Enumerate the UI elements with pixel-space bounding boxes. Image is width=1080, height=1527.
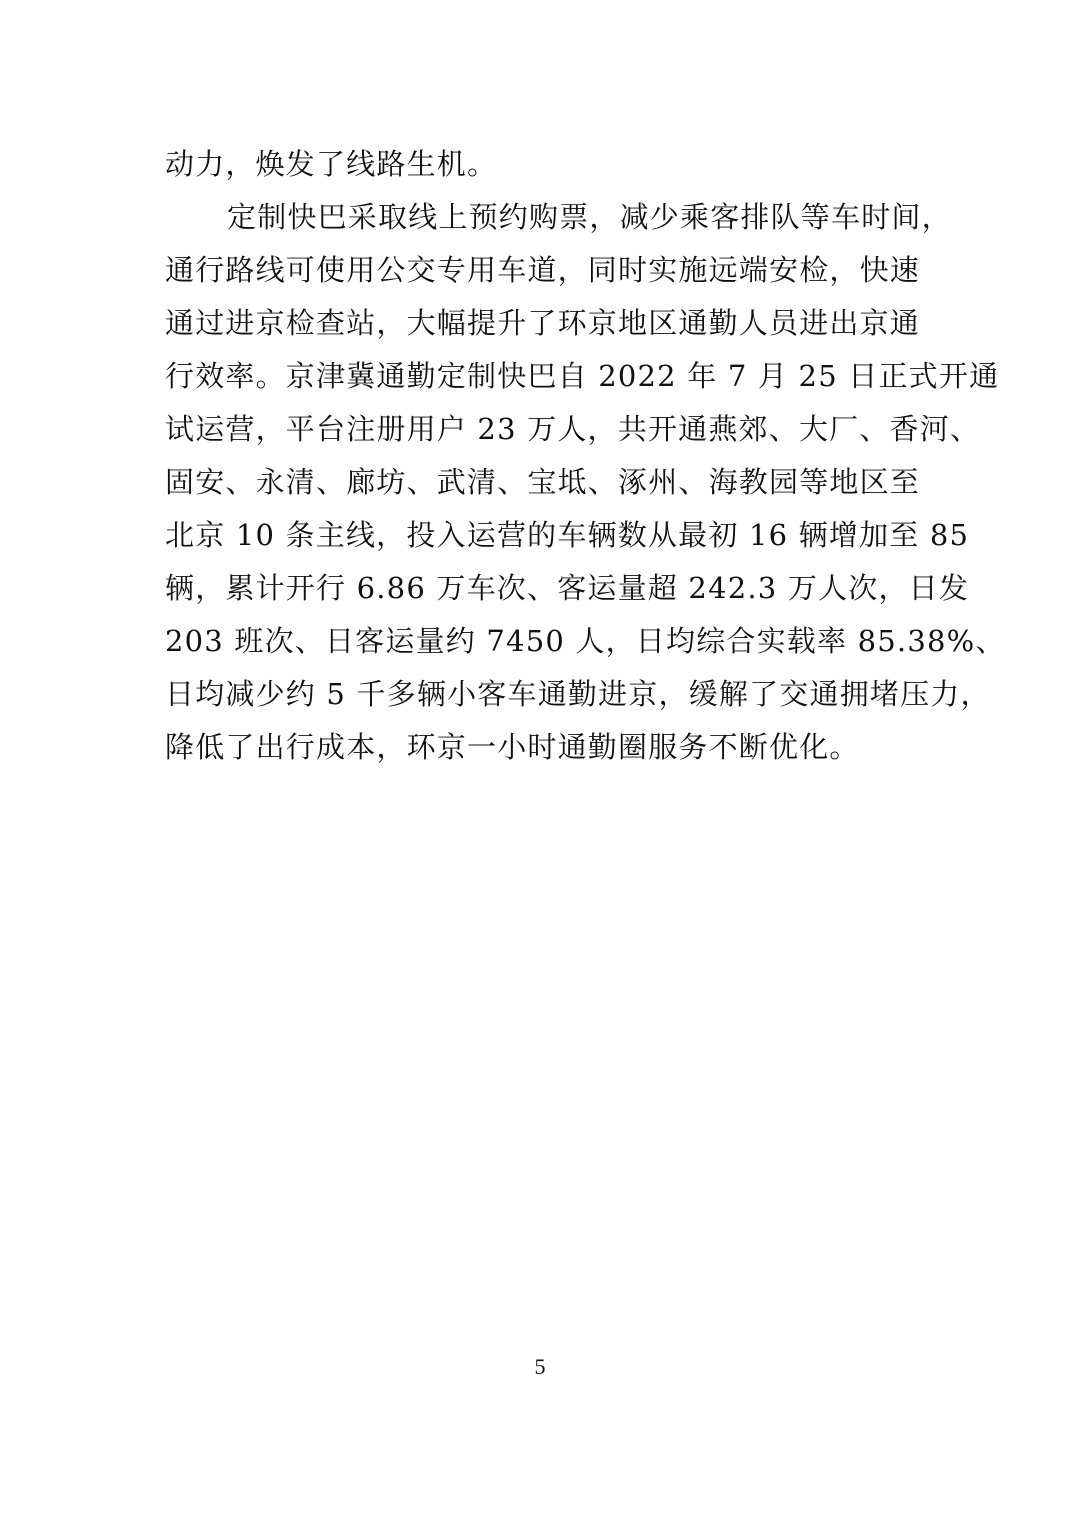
paragraph-line: 通行路线可使用公交专用车道，同时实施远端安检，快速 bbox=[165, 253, 921, 287]
paragraph-line: 降低了出行成本，环京一小时通勤圈服务不断优化。 bbox=[165, 730, 860, 764]
page-number: 5 bbox=[534, 1354, 546, 1379]
paragraph-line: 北京 10 条主线，投入运营的车辆数从最初 16 辆增加至 85 bbox=[165, 518, 970, 552]
paragraph-line: 通过进京检查站，大幅提升了环京地区通勤人员进出京通 bbox=[165, 306, 921, 340]
paragraph-line: 动力，焕发了线路生机。 bbox=[165, 147, 498, 181]
paragraph-line: 日均减少约 5 千多辆小客车通勤进京，缓解了交通拥堵压力， bbox=[165, 677, 991, 711]
paragraph-line: 行效率。京津冀通勤定制快巴自 2022 年 7 月 25 日正式开通 bbox=[165, 359, 1000, 393]
paragraph-line: 固安、永清、廊坊、武清、宝坻、涿州、海教园等地区至 bbox=[165, 465, 921, 499]
paragraph-line: 辆，累计开行 6.86 万车次、客运量超 242.3 万人次，日发 bbox=[165, 571, 970, 605]
paragraph-line: 203 班次、日客运量约 7450 人，日均综合实载率 85.38%、 bbox=[165, 624, 1006, 658]
paragraph-line: 定制快巴采取线上预约购票，减少乘客排队等车时间， bbox=[227, 200, 952, 234]
body-text bbox=[165, 138, 1006, 774]
paragraph-line: 试运营，平台注册用户 23 万人，共开通燕郊、大厂、香河、 bbox=[165, 412, 981, 446]
